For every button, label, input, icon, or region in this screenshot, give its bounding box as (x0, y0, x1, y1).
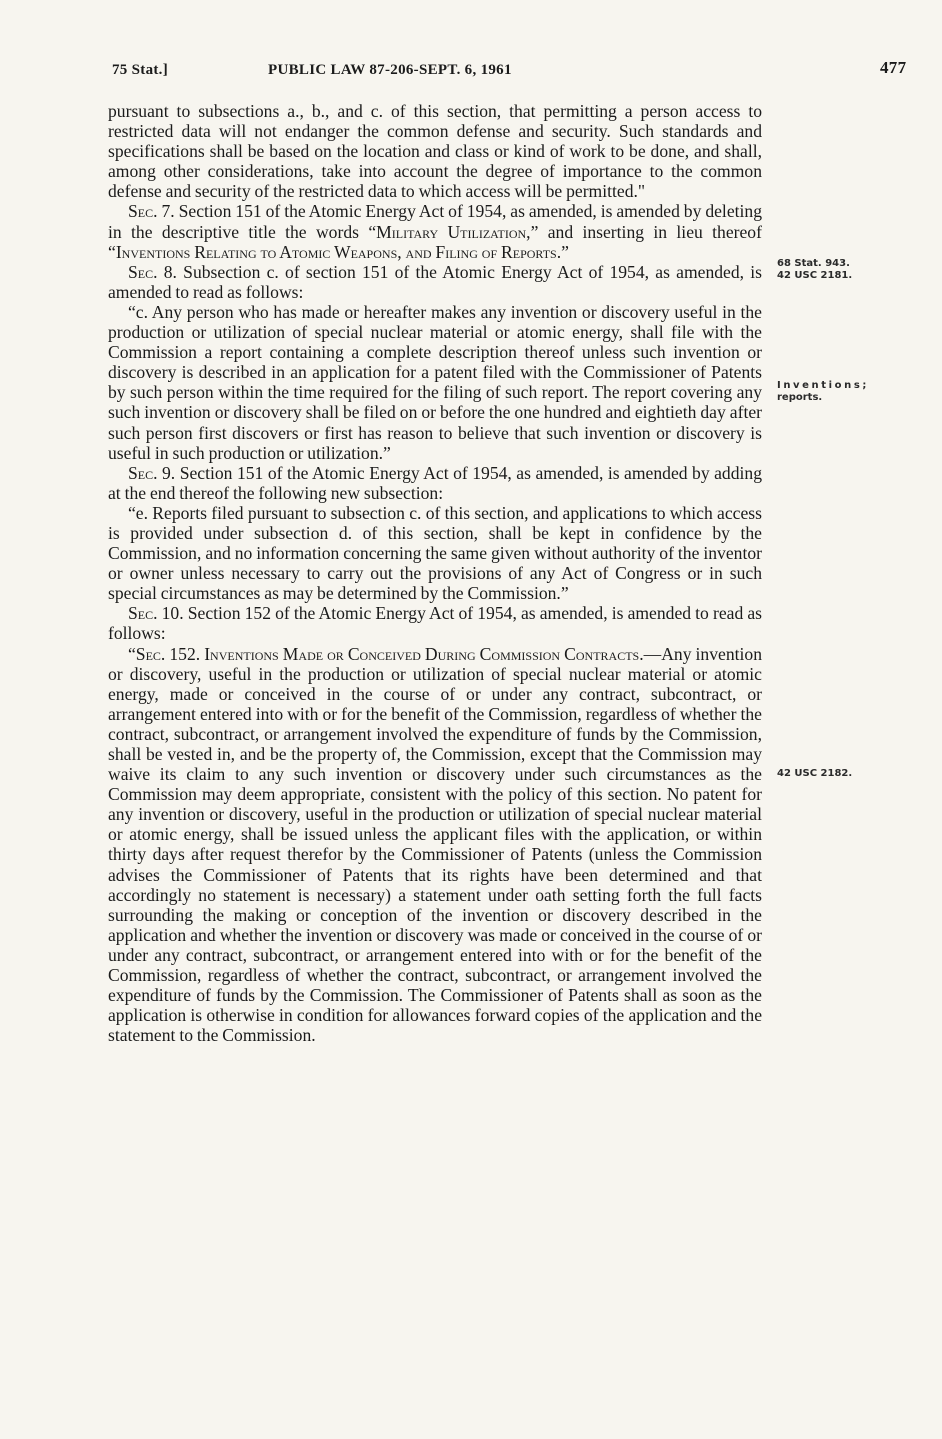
running-head-title: PUBLIC LAW 87-206-SEPT. 6, 1961 (268, 62, 512, 78)
margin-note-inventions (777, 380, 927, 404)
sec152-text: —Any invention or discovery, useful in the production or utilization of special nuclear material or atomic energy, made or conceived in the course of or under any contract, subcontract, or arrangement entered into with or for the benefit of the Commission, regardless of whether the contract, subcontract, or arrangement involved the expenditure of funds by the Commission, shall be vested in, and be the property of, the Commission, except that the Commission may waive its claim to any such invention or discovery under such circumstances as the Commission may deem appropriate, consistent with the policy of this section. No patent for any invention or discovery, useful in the production or utilization of special nuclear material or atomic energy, shall be issued unless the applicant files with the application, or within thirty days after request therefor by the Commissioner of Patents (unless the Commission advises the Commissioner of Patents that its rights have been determined and that accordingly no statement is necessary) a statement under oath setting forth the full facts surrounding the making or conception of the invention or discovery described in the application and whether the invention or discovery was made or conceived in the course of or under any contract, subcontract, or arrangement entered into with or for the benefit of the Commission, regardless of whether the contract, subcontract, or arrangement involved the expenditure of funds by the Commission. The Commissioner of Patents shall as soon as the application is otherwise in condition for allowances forward copies of the application and the statement to the Commission. (108, 643, 763, 1046)
sec7-text-a: 7. Section 151 of the Atomic Energy Act of 1954, as amended, is amended by deleting in the descriptive title the words “ (108, 201, 762, 242)
margin-note-line: reports. (777, 392, 823, 403)
sec8-text: 8. Subsection c. of section 151 of the Atomic Energy Act of 1954, as amended, is amended to read as follows: (108, 261, 762, 302)
page-number: 477 (880, 58, 907, 77)
paragraph-continuation: pursuant to subsections a., b., and c. of this section, that permitting a person access to restricted data will not endanger the common defense and security. Such standards and specifications shall be based on the location and class or kind of work to be done, and shall, among other considerations, take into account the degree of importance to the common defense and security of the restricted data to which access will be permitted." (108, 101, 762, 202)
margin-note-line: 68 Stat. 943. (777, 258, 850, 269)
margin-note-citation-1 (777, 258, 927, 282)
sec9-text: 9. Section 151 of the Atomic Energy Act of 1954, as amended, is amended by adding at the end thereof the following new subsection: (108, 462, 762, 503)
section-10 (108, 603, 762, 643)
section-152 (108, 644, 762, 1046)
section-9 (108, 463, 762, 503)
sec152-heading: “Sec. 152. Inventions Made or Conceived During Commission Contracts. (128, 643, 644, 664)
sec-label: Sec. (128, 603, 158, 624)
margin-note-line: 42 USC 2181. (777, 270, 853, 281)
quoted-subsection-c: “c. Any person who has made or hereafter makes any invention or discovery useful in the production or utilization of special nuclear material or atomic energy, shall file with the Commission a report containing a complete description thereof unless such invention or discovery is described in an application for a patent filed with the Commissioner of Patents by such person within the time required for the filing of such report. The report covering any such invention or discovery shall be filed on or before the one hundred and eightieth day after such person first discovers or first has reason to believe that such invention or discovery is useful in such production or utilization.” (108, 301, 762, 463)
sec7-text-b: ” and inserting in lieu thereof “ (108, 221, 762, 262)
sec7-text-c: ” (561, 241, 569, 262)
sec7-title-a: Military Utilization, (376, 221, 531, 242)
margin-note-citation-2: 42 USC 2182. (777, 768, 853, 779)
statute-text (108, 101, 762, 1045)
sec10-text: 10. Section 152 of the Atomic Energy Act of 1954, as amended, is amended to read as follows: (108, 603, 762, 644)
sec-label: Sec. (128, 462, 158, 483)
sec-label: Sec. (128, 201, 158, 222)
sec7-title-b: Inventions Relating to Atomic Weapons, and Filing of Reports. (115, 241, 562, 262)
running-head-volume: 75 Stat.] (112, 62, 169, 78)
quoted-subsection-e: “e. Reports filed pursuant to subsection c. of this section, and applications to which access is provided under subsection d. of this section, shall be kept in confidence by the Commission, and no information concerning the same given without authority of the inventor or owner unless necessary to carry out the provisions of any Act of Congress or in such special circumstances as may be determined by the Commission.” (108, 502, 762, 604)
sec-label: Sec. (128, 261, 158, 282)
margin-note-line: Inventions; (777, 380, 870, 391)
section-7 (108, 201, 762, 261)
section-8 (108, 262, 762, 302)
